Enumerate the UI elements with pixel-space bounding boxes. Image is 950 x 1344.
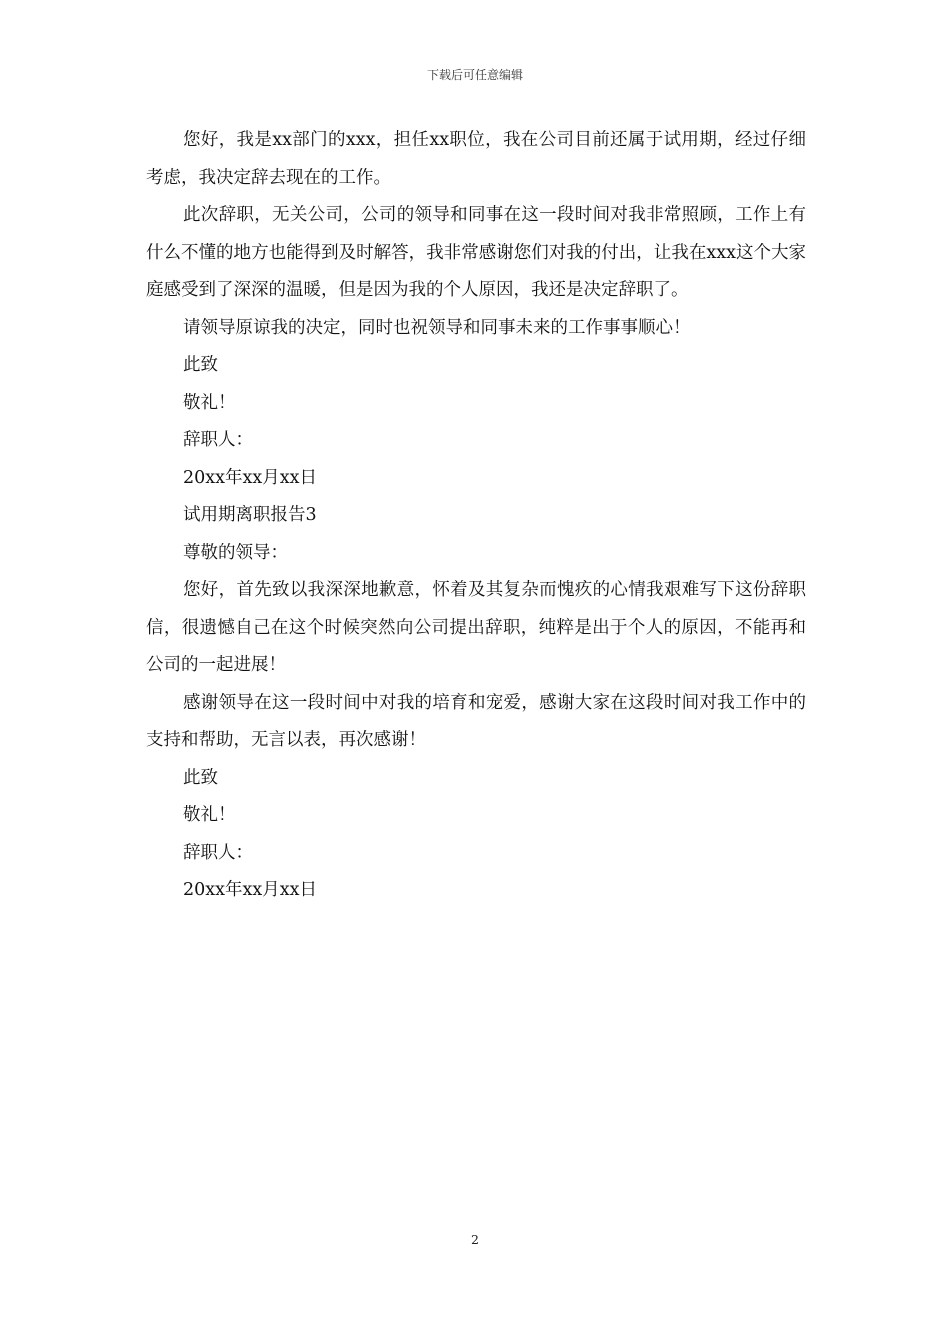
closing-cizhi-2: 此致 (183, 767, 218, 788)
paragraph-apology: 请领导原谅我的决定，同时也祝领导和同事未来的工作事事顺心！ (183, 317, 691, 338)
date-line-2: 20xx年xx月xx日 (183, 880, 317, 900)
closing-jingli: 敬礼！ (183, 392, 236, 413)
document-body (146, 122, 806, 910)
signature-label: 辞职人： (183, 430, 253, 450)
paragraph-thanks: 感谢领导在这一段时间中对我的培育和宠爱，感谢大家在这段时间对我工作中的支持和帮助，无言以表，再次感谢！ (146, 692, 806, 750)
signature-label-2: 辞职人： (183, 842, 253, 863)
date-line: 20xx年xx月xx日 (183, 467, 317, 488)
closing-jingli-2: 敬礼！ (183, 805, 236, 825)
paragraph-apology-2: 您好，首先致以我深深地歉意，怀着及其复杂而愧疚的心情我艰难写下这份辞职信，很遗憾自己在这个时候突然向公司提出辞职，纯粹是出于个人的原因，不能再和公司的一起进展！ (146, 580, 806, 675)
page-number: 2 (471, 1232, 479, 1247)
closing-cizhi: 此致 (183, 355, 218, 375)
page-header-note: 下载后可任意编辑 (426, 68, 523, 82)
paragraph-reason: 此次辞职，无关公司，公司的领导和同事在这一段时间对我非常照顾，工作上有什么不懂的地方也能得到及时解答，我非常感谢您们对我的付出，让我在xxx这个大家庭感受到了深深的温暖，但是因为我的个人原因，我还是决定辞职了。 (146, 205, 806, 300)
salutation: 尊敬的领导： (183, 542, 288, 563)
paragraph-greeting: 您好，我是xx部门的xxx，担任xx职位，我在公司目前还属于试用期，经过仔细考虑，我决定辞去现在的工作。 (146, 130, 806, 188)
section-title: 试用期离职报告3 (183, 505, 317, 525)
